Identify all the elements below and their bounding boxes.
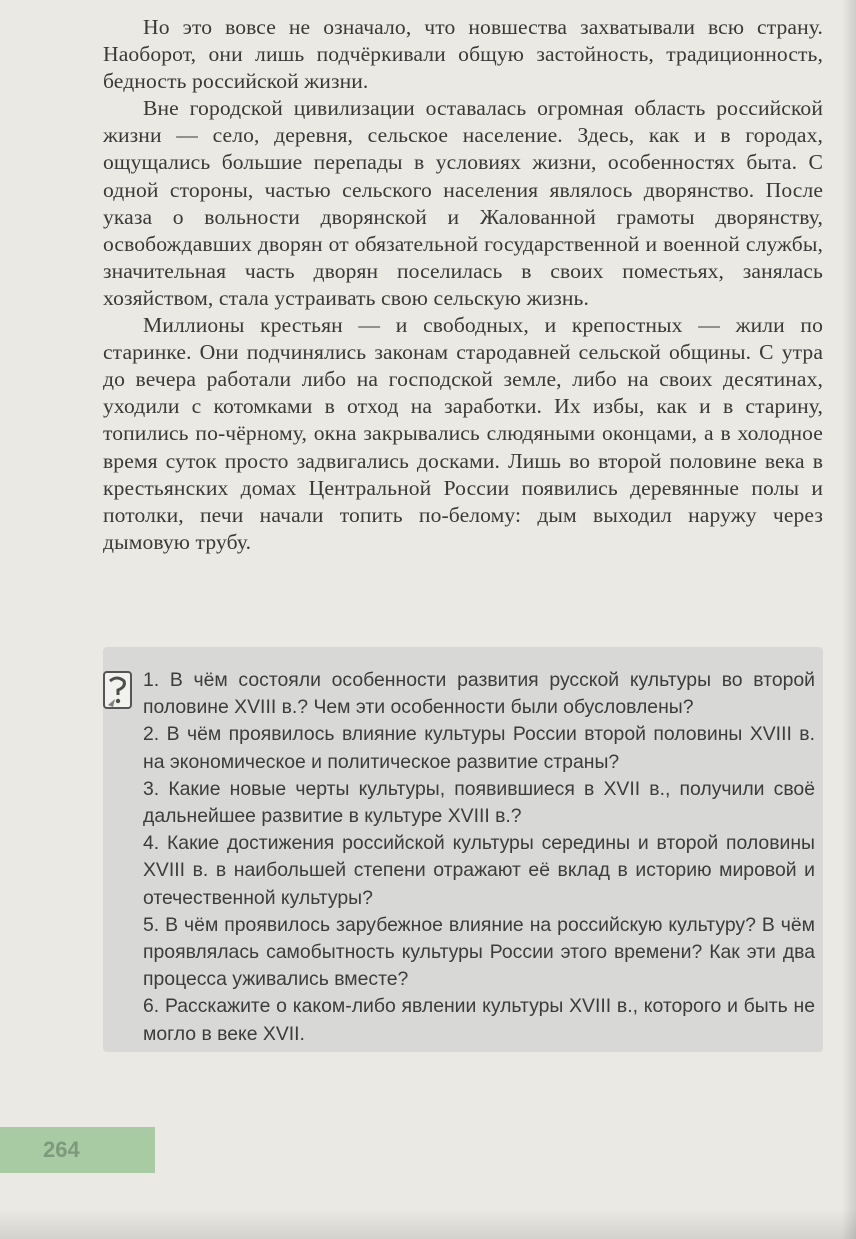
question-bubble-icon — [103, 671, 133, 711]
question-item: 4. Какие достижения российской культуры середины и второй половины XVIII в. в наибольшей степени отражают её вклад в историю мировой и отечественной культуры? — [143, 832, 815, 909]
question-item: 2. В чём проявилось влияние культуры России второй половины XVIII в. на экономическое и политическое развитие страны? — [143, 723, 815, 773]
review-questions-box — [103, 647, 823, 1052]
question-item: 3. Какие новые черты культуры, появившиеся в XVII в., получили своё дальнейшее развитие в культуре XVIII в.? — [143, 777, 815, 828]
question-list — [143, 667, 815, 1048]
page-edge-shadow — [842, 0, 856, 1239]
page-bottom-shadow — [0, 1209, 856, 1239]
question-item: 5. В чём проявилось зарубежное влияние на российскую культуру? В чём проявлялась самобытность культуры России этого времени? Как эти два процесса уживались вместе? — [143, 913, 815, 991]
paragraph: Миллионы крестьян — и свободных, и крепостных — жили по старинке. Они подчинялись законам стародавней сельской общины. С утра до вечера работали либо на господской земле, либо на своих десятинах, уходили с котомками в отход на заработки. Их избы, как и в старину, топились по-чёрному, окна закрывались слюдяными оконцами, а в холодное время суток просто задвигались досками. Лишь во второй половине века в крестьянских домах Центральной России появились деревянные полы и потолки, печи начали топить по-белому: дым выходил наружу через дымовую трубу. — [103, 313, 823, 554]
question-item: 1. В чём состояли особенности развития русской культуры во второй половине XVIII в.? Чем эти особенности были обусловлены? — [143, 669, 815, 719]
main-text — [103, 14, 823, 556]
paragraph: Но это вовсе не означало, что новшества захватывали всю страну. Наоборот, они лишь подчёркивали общую застойность, традиционность, бедность российской жизни. — [103, 15, 823, 94]
page-number-tab — [0, 1127, 155, 1173]
page-number: 264 — [43, 1137, 80, 1162]
paragraph: Вне городской цивилизации оставалась огромная область российской жизни — село, деревня, сельское население. Здесь, как и в городах, ощущались большие перепады в условиях жизни, особенностях быта. С одной стороны, частью сельского населения являлось дворянство. После указа о вольности дворянской и Жалованной грамоты дворянству, освобождавших дворян от обязательной государственной и военной службы, значительная часть дворян поселилась в своих поместьях, занялась хозяйством, стала устраивать свою сельскую жизнь. — [103, 96, 823, 310]
question-item: 6. Расскажите о каком-либо явлении культуры XVIII в., которого и быть не могло в веке XVII. — [143, 995, 815, 1045]
